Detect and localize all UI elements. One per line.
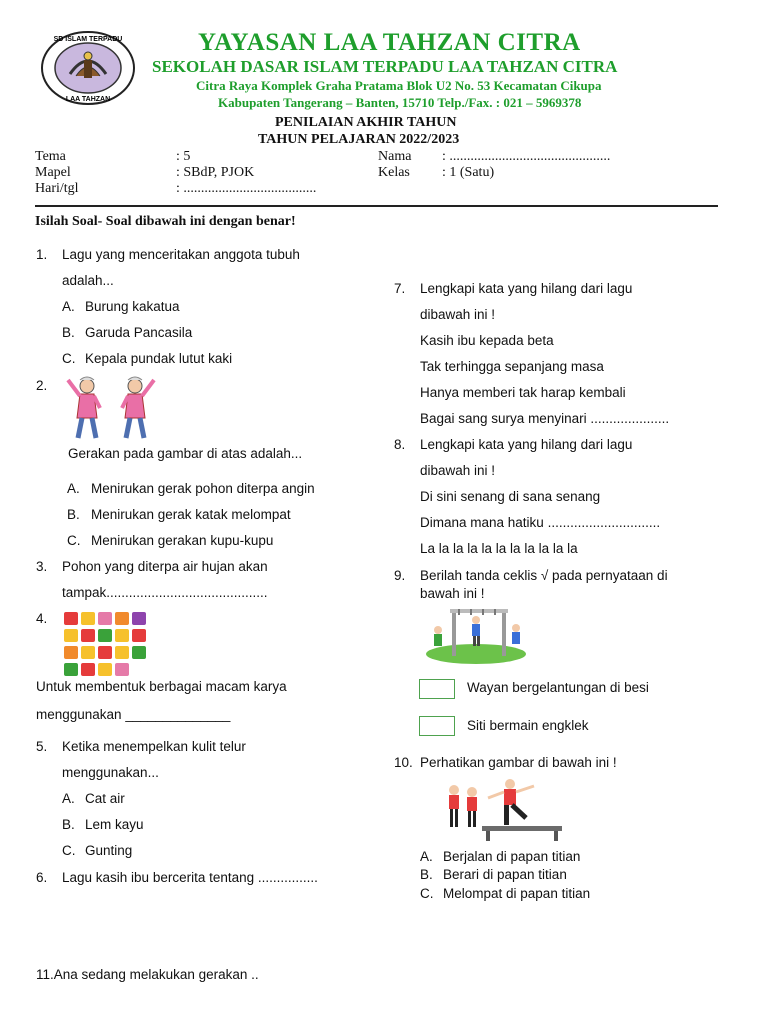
q9-checkbox-2[interactable] [419,716,455,736]
q2-illustration-dancing-grandmas [62,374,162,444]
q2-option-c: Menirukan gerakan kupu-kupu [91,533,274,548]
q1-option-b: Garuda Pancasila [85,325,193,340]
q7-number: 7. [394,281,406,296]
q1-option-c-letter: C. [62,351,76,366]
q8-number: 8. [394,437,406,452]
q2-option-c-letter: C. [67,533,81,548]
q9-illustration-monkey-bars [424,606,528,664]
q5-number: 5. [36,739,48,754]
q10-number: 10. [394,755,413,770]
q5-option-a-letter: A. [62,791,75,806]
q10-option-c-letter: C. [420,886,434,901]
exam-title: PENILAIAN AKHIR TAHUN [275,115,457,130]
q5-option-b-letter: B. [62,817,75,832]
q4-text-line1: Untuk membentuk berbagai macam karya [36,679,287,694]
q7-song-line1: Kasih ibu kepada beta [420,333,554,348]
q2-number: 2. [36,378,48,393]
logo-text-top: SD ISLAM TERPADU [53,36,123,43]
q11-text: 11.Ana sedang melakukan gerakan .. [36,967,259,982]
q7-text-line2: dibawah ini ! [420,307,496,322]
logo-text-bottom: LAA TAHZAN [65,96,111,103]
q10-option-b-letter: B. [420,867,433,882]
q5-text-line1: Ketika menempelkan kulit telur [62,739,246,754]
q2-option-a: Menirukan gerak pohon diterpa angin [91,481,315,496]
q7-text-line1: Lengkapi kata yang hilang dari lagu [420,281,633,296]
exam-year: TAHUN PELAJARAN 2022/2023 [258,132,460,147]
q9-option-2: Siti bermain engklek [467,718,589,733]
q5-option-c: Gunting [85,843,133,858]
q1-number: 1. [36,247,48,262]
nama-value: : .............................................. [442,149,611,164]
q4-number: 4. [36,611,48,626]
q3-text-line2: tampak........................................... [62,585,268,600]
q9-option-1: Wayan bergelantungan di besi [467,680,649,695]
hari-value: : ...................................... [176,181,317,196]
q10-text: Perhatikan gambar di bawah ini ! [420,755,617,770]
q7-song-line3: Hanya memberi tak harap kembali [420,385,626,400]
q9-number: 9. [394,568,406,583]
kelas-label: Kelas [378,165,410,180]
mapel-value: : SBdP, PJOK [176,165,255,180]
q10-option-c: Melompat di papan titian [443,886,591,901]
nama-label: Nama [378,149,412,164]
school-logo [40,30,136,106]
q5-option-a: Cat air [85,791,125,806]
q3-number: 3. [36,559,48,574]
instruction: Isilah Soal- Soal dibawah ini dengan benar! [35,214,296,229]
tema-value: : 5 [176,149,191,164]
hari-label: Hari/tgl [35,181,79,196]
q2-option-a-letter: A. [67,481,80,496]
q4-text-line2: menggunakan ______________ [36,707,231,722]
q10-option-b: Berari di papan titian [443,867,567,882]
q8-text-line2: dibawah ini ! [420,463,496,478]
q8-song-line1: Di sini senang di sana senang [420,489,601,504]
address-line-1: Citra Raya Komplek Graha Pratama Blok U2 No. 53 Kecamatan Cikupa [196,78,602,93]
q8-song-line2: Dimana mana hatiku .............................. [420,515,661,530]
q1-option-c: Kepala pundak lutut kaki [85,351,233,366]
tema-label: Tema [35,149,66,164]
school-name: SEKOLAH DASAR ISLAM TERPADU LAA TAHZAN CITRA [152,57,618,76]
q6-text: Lagu kasih ibu bercerita tentang ................ [62,870,318,885]
mapel-label: Mapel [35,165,71,180]
q2-text: Gerakan pada gambar di atas adalah... [68,446,303,461]
q1-text-line2: adalah... [62,273,114,288]
q10-option-a: Berjalan di papan titian [443,849,581,864]
header-divider [35,205,718,207]
q2-option-b: Menirukan gerak katak melompat [91,507,291,522]
q6-number: 6. [36,870,48,885]
kelas-value: : 1 (Satu) [442,165,495,180]
q9-text-line1: Berilah tanda ceklis √ pada pernyataan di [420,568,668,583]
address-line-2: Kabupaten Tangerang – Banten, 15710 Telp./Fax. : 021 – 5969378 [218,95,582,110]
q10-option-a-letter: A. [420,849,433,864]
q9-text-line2: bawah ini ! [420,586,485,601]
q1-text-line1: Lagu yang menceritakan anggota tubuh [62,247,300,262]
q2-option-b-letter: B. [67,507,80,522]
q9-checkbox-1[interactable] [419,679,455,699]
q1-option-a-letter: A. [62,299,75,314]
q4-illustration-play-dough [62,610,158,678]
q7-song-line2: Tak terhingga sepanjang masa [420,359,604,374]
q8-song-line3: La la la la la la la la la la la [420,541,578,556]
q7-song-line4: Bagai sang surya menyinari ..................... [420,411,670,426]
q10-illustration-balance-beam [442,776,566,842]
q8-text-line1: Lengkapi kata yang hilang dari lagu [420,437,633,452]
q1-option-a: Burung kakatua [85,299,180,314]
q5-option-b: Lem kayu [85,817,144,832]
foundation-name: YAYASAN LAA TAHZAN CITRA [198,29,581,56]
q5-option-c-letter: C. [62,843,76,858]
q5-text-line2: menggunakan... [62,765,159,780]
q3-text-line1: Pohon yang diterpa air hujan akan [62,559,268,574]
q1-option-b-letter: B. [62,325,75,340]
